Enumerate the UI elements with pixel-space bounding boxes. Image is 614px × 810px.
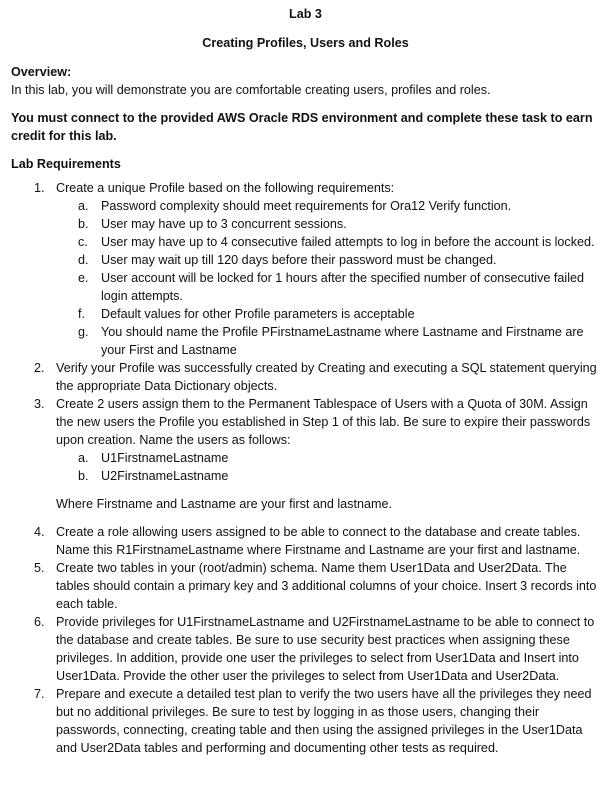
sub-item-letter: g. (78, 325, 89, 339)
sub-item-text: User may have up to 3 concurrent sessions. (101, 217, 347, 231)
sub-list-item (56, 323, 600, 359)
sub-item-letter: e. (78, 271, 89, 285)
sub-list-item (56, 197, 600, 215)
item-number: 5. (34, 561, 45, 575)
sub-item-letter: b. (78, 217, 89, 231)
item-text: Create a unique Profile based on the following requirements: (56, 181, 395, 195)
sub-item-letter: b. (78, 469, 89, 483)
list-item (11, 179, 600, 359)
sub-list (56, 197, 600, 359)
item-text: Prepare and execute a detailed test plan to verify the two users have all the privileges they need but no additional privileges. Be sure to test by logging in as those users, changing their passwords, connecting, creating table and then using the assigned privileges in the User1Data and User2Data tables and performing and documenting other tests as required. (56, 687, 592, 755)
overview-heading: Overview: (11, 65, 72, 79)
item-number: 4. (34, 525, 45, 539)
sub-item-letter: d. (78, 253, 89, 267)
item-number: 7. (34, 687, 45, 701)
sub-list-item (56, 467, 600, 485)
requirements-list (11, 179, 600, 757)
sub-item-letter: a. (78, 451, 89, 465)
item-number: 2. (34, 361, 45, 375)
item-text: Create a role allowing users assigned to be able to connect to the database and create tables. Name this R1FirstnameLastname where Firstname and Lastname are your first and lastname. (56, 525, 581, 557)
list-item (11, 685, 600, 757)
item-note: Where Firstname and Lastname are your first and lastname. (56, 497, 392, 511)
page-subtitle: Creating Profiles, Users and Roles (202, 36, 409, 50)
sub-item-text: Default values for other Profile parameters is acceptable (101, 307, 415, 321)
item-text: Create two tables in your (root/admin) schema. Name them User1Data and User2Data. The tables should contain a primary key and 3 additional columns of your choice. Insert 3 records into each table. (56, 561, 597, 611)
list-item (11, 559, 600, 613)
overview-text: In this lab, you will demonstrate you are comfortable creating users, profiles and roles. (11, 83, 491, 97)
item-number: 1. (34, 181, 45, 195)
notice-text: You must connect to the provided AWS Oracle RDS environment and complete these task to earn credit for this lab. (11, 111, 593, 143)
item-number: 6. (34, 615, 45, 629)
list-item (11, 613, 600, 685)
sub-item-text: User account will be locked for 1 hours after the specified number of consecutive failed login attempts. (101, 271, 585, 303)
sub-list-item (56, 251, 600, 269)
item-text: Verify your Profile was successfully created by Creating and executing a SQL statement querying the appropriate Data Dictionary objects. (56, 361, 597, 393)
sub-item-text: User may have up to 4 consecutive failed attempts to log in before the account is locked. (101, 235, 595, 249)
list-item (11, 359, 600, 395)
sub-list-item (56, 233, 600, 251)
sub-item-letter: f. (78, 307, 85, 321)
sub-list-item (56, 305, 600, 323)
item-text: Create 2 users assign them to the Permanent Tablespace of Users with a Quota of 30M. Assign the new users the Profile you established in Step 1 of this lab. Be sure to expire their passwords upon creation. Name the users as follows: (56, 397, 591, 447)
sub-item-text: Password complexity should meet requirements for Ora12 Verify function. (101, 199, 512, 213)
sub-list-item (56, 269, 600, 305)
item-text: Provide privileges for U1FirstnameLastname and U2FirstnameLastname to be able to connect to the database and create tables. Be sure to use security best practices when assigning these privileges. In addition, provide one user the privileges to select from User1Data and Insert into User1Data. Provide the other user the privileges to select from User1Data and User2Data. (56, 615, 595, 683)
item-number: 3. (34, 397, 45, 411)
page-title: Lab 3 (289, 7, 322, 21)
sub-item-text: U1FirstnameLastname (101, 451, 229, 465)
sub-list-item (56, 215, 600, 233)
sub-item-letter: a. (78, 199, 89, 213)
requirements-heading: Lab Requirements (11, 157, 121, 171)
sub-list (56, 449, 600, 485)
sub-list-item (56, 449, 600, 467)
list-item (11, 523, 600, 559)
sub-item-text: User may wait up till 120 days before their password must be changed. (101, 253, 497, 267)
sub-item-letter: c. (78, 235, 88, 249)
sub-item-text: You should name the Profile PFirstnameLastname where Lastname and Firstname are your First and Lastname (101, 325, 584, 357)
list-item (11, 395, 600, 523)
sub-item-text: U2FirstnameLastname (101, 469, 229, 483)
